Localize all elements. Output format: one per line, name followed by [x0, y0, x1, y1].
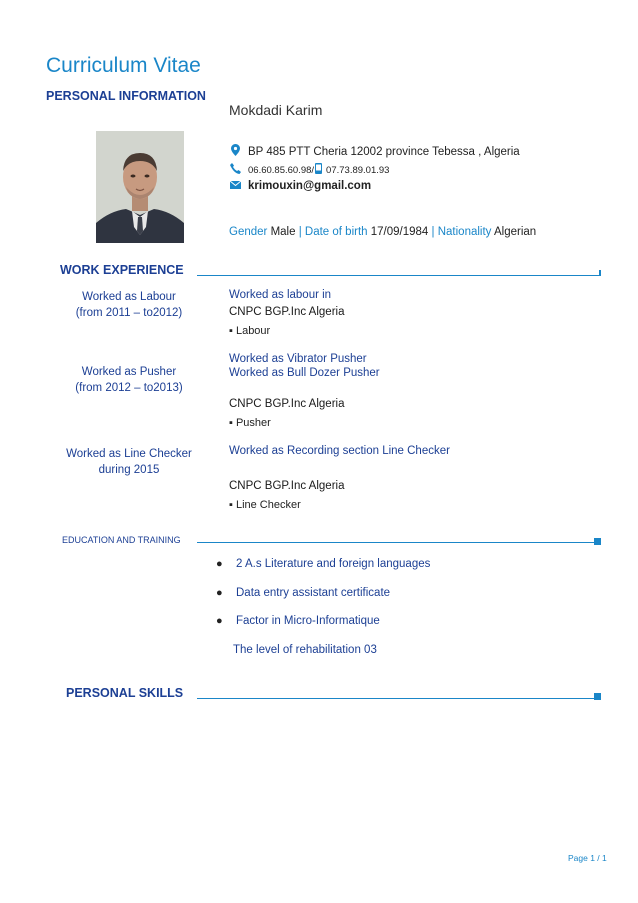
education-item-3-text: Factor in Micro-Informatique: [236, 615, 380, 627]
personal-skills-endmark: [594, 693, 601, 700]
work-entry-2-employer: CNPC BGP.Inc Algeria: [229, 398, 345, 410]
work-experience-rule: [197, 275, 601, 276]
education-item-2: [216, 587, 390, 599]
separator: |: [431, 226, 435, 238]
personal-information-heading: PERSONAL INFORMATION: [46, 89, 206, 103]
work-entry-3-title: Worked as Line Checker: [66, 448, 192, 460]
work-entry-1-title: Worked as Labour: [82, 291, 176, 303]
nationality-label: Nationality: [437, 226, 492, 238]
education-endmark: [594, 538, 601, 545]
work-entry-1-bullet: ▪ Labour: [229, 325, 271, 337]
education-heading: EDUCATION AND TRAINING: [62, 535, 181, 545]
email-icon: [229, 180, 241, 192]
phone-number-1: 06.60.85.60.98/: [248, 164, 315, 176]
work-entry-3-bullet: ▪ Line Checker: [229, 499, 301, 511]
education-item-3: [216, 615, 380, 627]
profile-photo: [96, 131, 184, 243]
address-line: [229, 144, 520, 159]
work-entry-1-role: Worked as labour in: [229, 289, 332, 301]
work-entry-2-period: (from 2012 – to2013): [75, 382, 183, 394]
personal-skills-heading: PERSONAL SKILLS: [66, 686, 184, 700]
dob-label: Date of birth: [304, 226, 368, 238]
demographics-line: [229, 226, 536, 238]
education-item-1: [216, 558, 430, 570]
work-entry-2-role-2: Worked as Bull Dozer Pusher: [229, 367, 380, 379]
work-entry-3-period: during 2015: [98, 464, 160, 476]
work-entry-2-role-1: Worked as Vibrator Pusher: [229, 353, 367, 365]
email-text: krimouxin@gmail.com: [248, 180, 372, 192]
person-name: Mokdadi Karim: [229, 102, 323, 118]
bullet-dot-icon: ●: [216, 587, 223, 599]
page-number: Page 1 / 1: [568, 853, 607, 863]
work-entry-3-employer: CNPC BGP.Inc Algeria: [229, 480, 345, 492]
work-entry-1-employer: CNPC BGP.Inc Algeria: [229, 306, 345, 318]
profile-photo-image: [96, 131, 184, 243]
work-experience-endmark: [599, 270, 601, 276]
email-line: [229, 180, 371, 192]
work-entry-3-role: Worked as Recording section Line Checker: [229, 445, 450, 457]
nationality-value: Algerian: [494, 226, 537, 238]
cv-title: Curriculum Vitae: [46, 54, 201, 77]
bullet-dot-icon: ●: [216, 558, 223, 570]
bullet-dot-icon: ●: [216, 615, 223, 627]
work-entry-2-summary: [54, 364, 204, 396]
separator: |: [298, 226, 302, 238]
education-item-2-text: Data entry assistant certificate: [236, 587, 391, 599]
gender-value: Male: [270, 226, 296, 238]
education-rule: [197, 542, 595, 543]
address-text: BP 485 PTT Cheria 12002 province Tebessa , Algeria: [248, 145, 520, 158]
phone-number-2: 07.73.89.01.93: [326, 164, 390, 176]
work-entry-1-summary: [54, 289, 204, 321]
phone-line: [229, 163, 389, 177]
location-pin-icon: [229, 144, 241, 159]
work-entry-2-bullet: ▪ Pusher: [229, 417, 271, 429]
work-entry-1-period: (from 2011 – to2012): [75, 307, 183, 319]
education-item-1-text: 2 A.s Literature and foreign languages: [236, 558, 431, 570]
work-entry-3-summary: [54, 446, 204, 478]
education-note: The level of rehabilitation 03: [233, 644, 377, 656]
gender-label: Gender: [229, 226, 268, 238]
personal-skills-rule: [197, 698, 595, 699]
mobile-icon: [315, 163, 322, 177]
dob-value: 17/09/1984: [370, 226, 429, 238]
work-entry-2-title: Worked as Pusher: [81, 366, 177, 378]
work-experience-heading: WORK EXPERIENCE: [60, 263, 184, 277]
phone-icon: [229, 163, 241, 177]
